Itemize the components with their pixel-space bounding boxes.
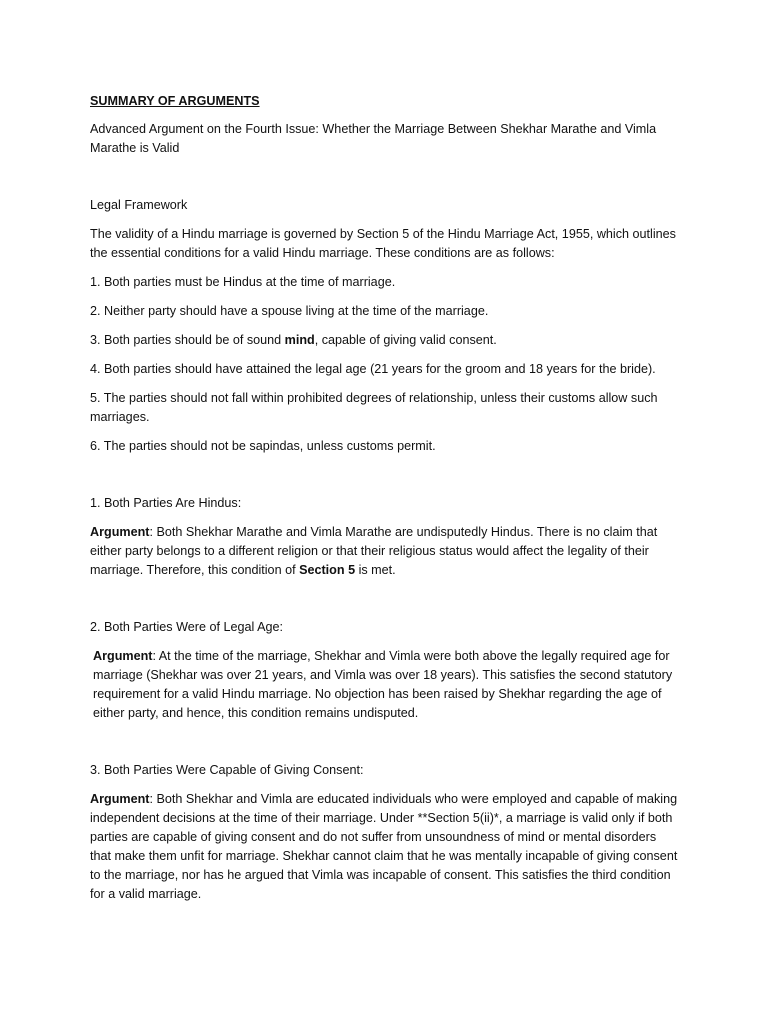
section-2-heading: 2. Both Parties Were of Legal Age: [90, 620, 283, 634]
section-2-argument [90, 647, 680, 723]
section-1-argument [90, 523, 680, 580]
framework-paragraph: The validity of a Hindu marriage is governed by Section 5 of the Hindu Marriage Act, 1955, which outlines the essential conditions for a valid Hindu marriage. These conditions are as follows: [90, 227, 676, 260]
condition-4: 4. Both parties should have attained the legal age (21 years for the groom and 18 years for the bride). [90, 362, 656, 376]
condition-1: 1. Both parties must be Hindus at the time of marriage. [90, 275, 396, 289]
condition-3-text-pre: 3. Both parties should be of sound [90, 333, 285, 347]
section-1-bold: Section 5 [299, 563, 356, 577]
condition-6: 6. The parties should not be sapindas, unless customs permit. [90, 439, 436, 453]
section-3-heading: 3. Both Parties Were Capable of Giving Consent: [90, 763, 364, 777]
argument-label: Argument [90, 525, 150, 539]
condition-3-bold: mind [284, 333, 315, 347]
condition-5: 5. The parties should not fall within prohibited degrees of relationship, unless their customs allow such marriages. [90, 391, 658, 424]
section-1-heading: 1. Both Parties Are Hindus: [90, 496, 242, 510]
section-1-text-post: is met. [355, 563, 396, 577]
condition-2: 2. Neither party should have a spouse living at the time of the marriage. [90, 304, 489, 318]
condition-3-text-post: , capable of giving valid consent. [314, 333, 497, 347]
document-page [90, 92, 680, 914]
section-3-argument [90, 790, 680, 904]
section-2-text: : At the time of the marriage, Shekhar and Vimla were both above the legally required age for marriage (Shekhar was over 21 years, and Vimla was over 18 years). This satisfies the second statutory requirement for a valid Hindu marriage. No objection has been raised by Shekhar regarding the age of either party, and hence, this condition remains undisputed. [93, 649, 673, 720]
argument-label: Argument [93, 649, 153, 663]
section-3-text: : Both Shekhar and Vimla are educated individuals who were employed and capable of making independent decisions at the time of their marriage. Under **Section 5(ii)*, a marriage is valid only if both parties are capable of giving consent and do not suffer from unsoundness of mind or mental disorders that make them unfit for marriage. Shekhar cannot claim that he was mentally incapable of giving consent to the marriage, nor has he argued that Vimla was incapable of consent. This satisfies the third condition for a valid marriage. [90, 792, 678, 901]
document-title: SUMMARY OF ARGUMENTS [90, 94, 260, 108]
framework-heading: Legal Framework [90, 198, 188, 212]
argument-label: Argument [90, 792, 150, 806]
condition-3 [90, 331, 680, 350]
section-1-text-pre: : Both Shekhar Marathe and Vimla Marathe are undisputedly Hindus. There is no claim that either party belongs to a different religion or that their religious status would affect the legality of their marriage. Therefore, this condition of [90, 525, 658, 577]
intro-paragraph: Advanced Argument on the Fourth Issue: Whether the Marriage Between Shekhar Marathe and Vimla Marathe is Valid [90, 122, 657, 155]
